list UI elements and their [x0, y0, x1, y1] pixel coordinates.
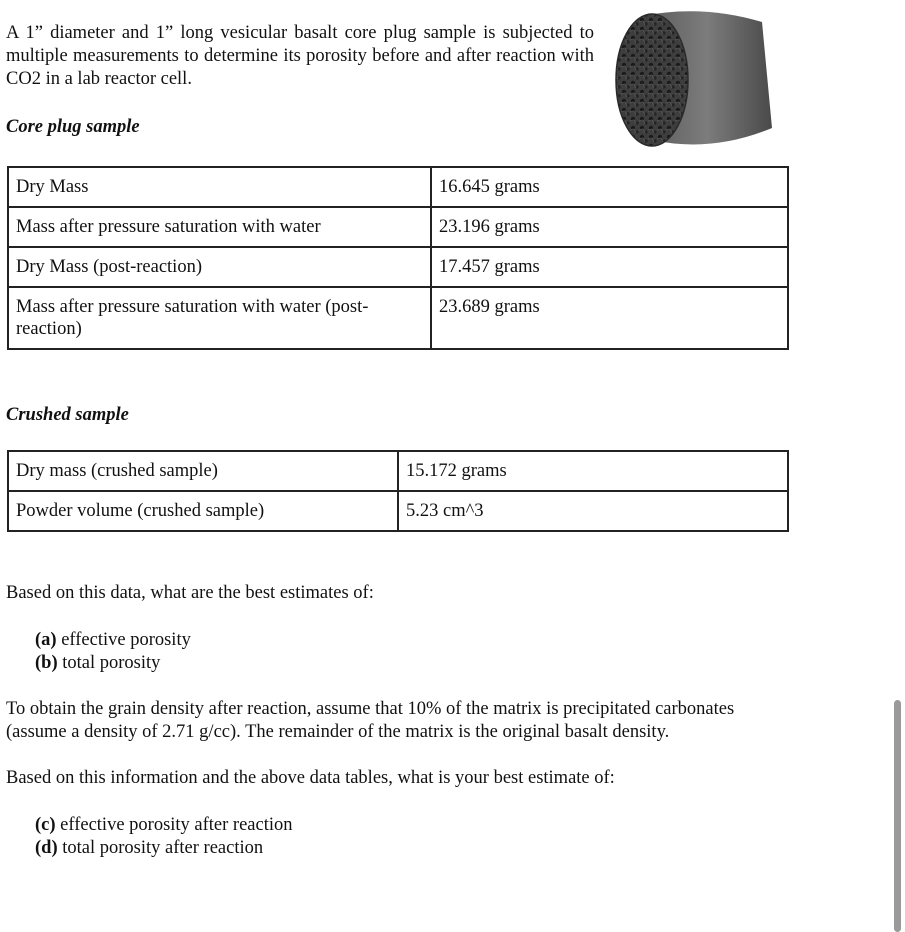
table-cell-value: 23.689 grams — [431, 287, 788, 349]
table-row — [8, 491, 788, 531]
table-cell-value: 23.196 grams — [431, 207, 788, 247]
table-row — [8, 167, 788, 207]
table-cell-label: Dry mass (crushed sample) — [8, 451, 398, 491]
core-plug-table — [7, 166, 789, 350]
table-cell-value: 17.457 grams — [431, 247, 788, 287]
core-plug-heading: Core plug sample — [6, 117, 140, 137]
vertical-scrollbar[interactable] — [894, 700, 901, 932]
item-text: effective porosity after reaction — [60, 815, 293, 835]
item-text: total porosity after reaction — [62, 838, 264, 858]
table-cell-label: Powder volume (crushed sample) — [8, 491, 398, 531]
item-text: effective porosity — [61, 630, 191, 650]
question-2: Based on this information and the above data tables, what is your best estimate of: — [6, 768, 615, 788]
list-item — [35, 629, 191, 652]
item-letter: (b) — [35, 653, 58, 673]
intro-paragraph: A 1” diameter and 1” long vesicular basalt core plug sample is subjected to multiple measurements to determine its porosity before and after reaction with CO2 in a lab reactor cell. — [6, 23, 594, 89]
table-cell-label: Mass after pressure saturation with water (post-reaction) — [8, 287, 431, 349]
item-letter: (d) — [35, 838, 58, 858]
table-row — [8, 287, 788, 349]
list-item — [35, 814, 293, 837]
item-text: total porosity — [62, 653, 161, 673]
list-item — [35, 652, 191, 675]
table-cell-label: Dry Mass — [8, 167, 431, 207]
list-item — [35, 837, 293, 860]
table-row — [8, 451, 788, 491]
question-1: Based on this data, what are the best estimates of: — [6, 583, 374, 603]
table-cell-value: 15.172 grams — [398, 451, 788, 491]
table-cell-value: 5.23 cm^3 — [398, 491, 788, 531]
core-plug-image — [612, 8, 776, 150]
table-cell-value: 16.645 grams — [431, 167, 788, 207]
table-cell-label: Mass after pressure saturation with water — [8, 207, 431, 247]
item-letter: (c) — [35, 815, 56, 835]
crushed-sample-table — [7, 450, 789, 532]
item-letter: (a) — [35, 630, 57, 650]
table-cell-label: Dry Mass (post-reaction) — [8, 247, 431, 287]
table-row — [8, 247, 788, 287]
table-row — [8, 207, 788, 247]
question-2-items — [35, 814, 293, 860]
reaction-paragraph: To obtain the grain density after reaction, assume that 10% of the matrix is precipitated carbonates (assume a density of 2.71 g/cc). The remainder of the matrix is the original basalt density. — [6, 699, 735, 742]
crushed-sample-heading: Crushed sample — [6, 405, 129, 425]
question-1-items — [35, 629, 191, 675]
